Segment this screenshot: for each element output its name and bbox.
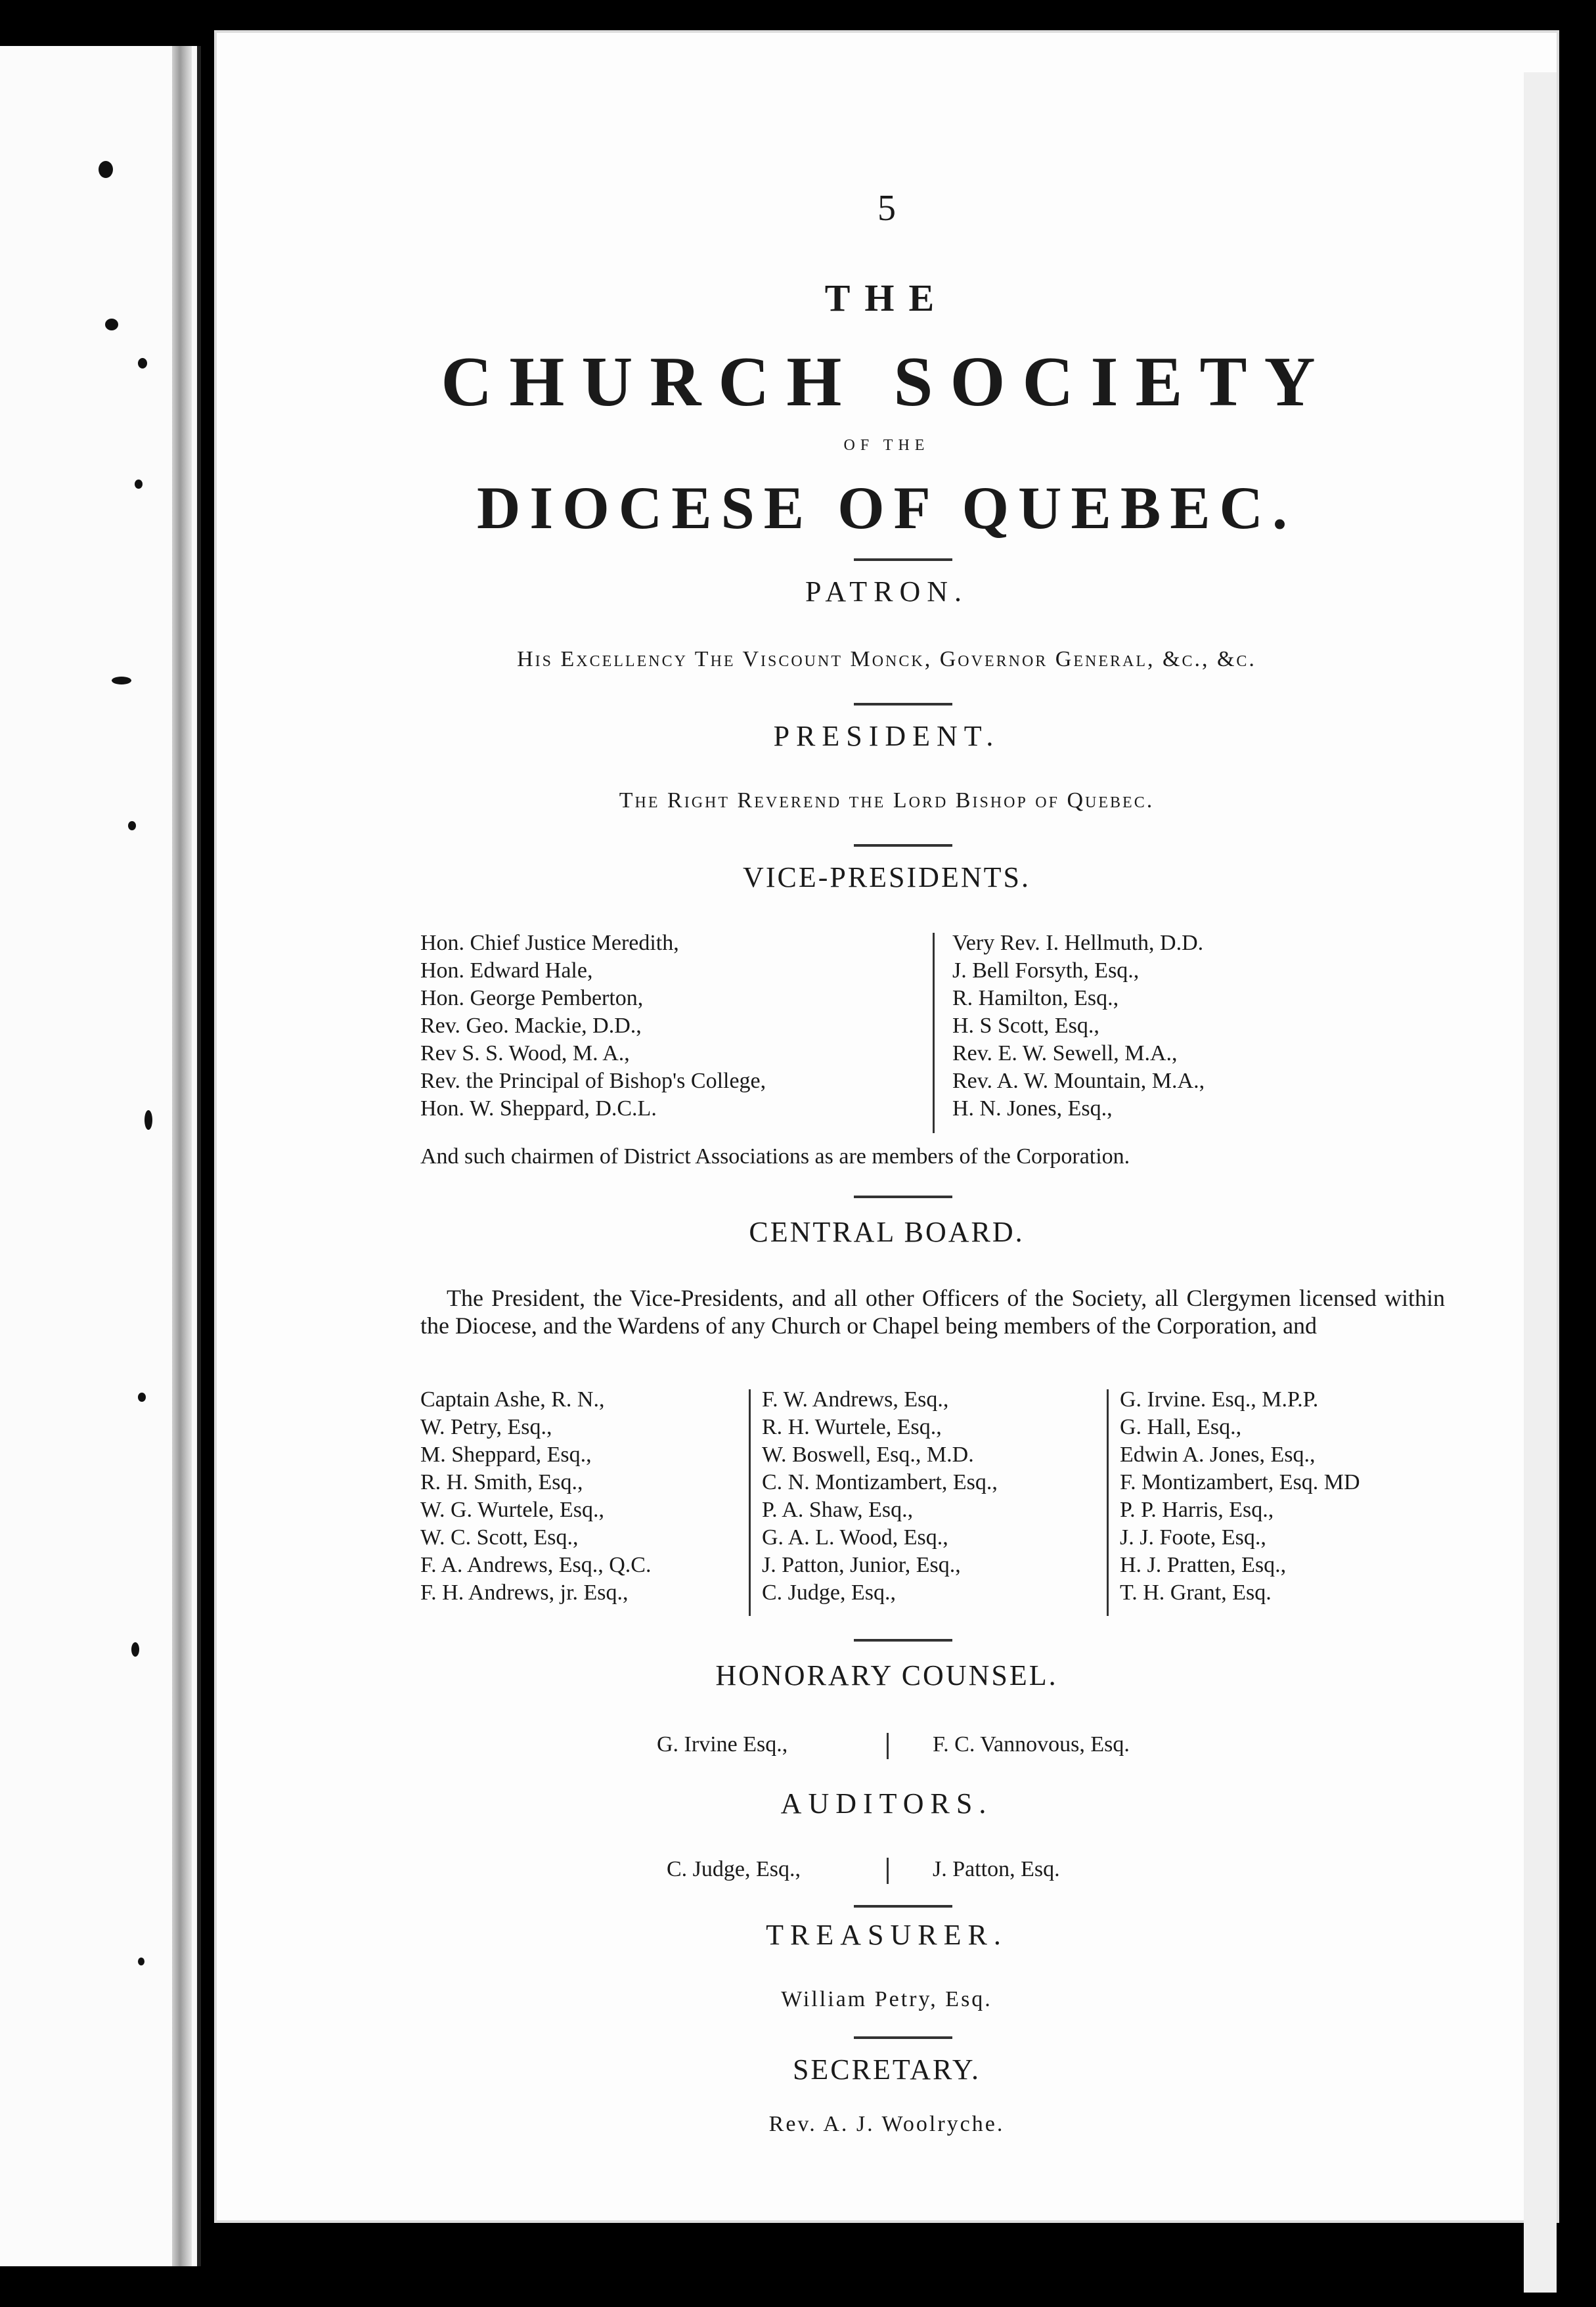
president-heading: PRESIDENT. [773,720,1000,752]
list-item: H. S Scott, Esq., [952,1014,1099,1038]
column-separator [933,933,935,1133]
list-item: G. Irvine. Esq., M.P.P. [1120,1387,1319,1412]
list-item: C. N. Montizambert, Esq., [762,1470,998,1494]
column-separator [887,1858,889,1884]
list-item: Hon. Chief Justice Meredith, [420,931,679,955]
page-content [217,33,1557,2220]
auditors-left: C. Judge, Esq., [667,1857,801,1881]
list-item: Very Rev. I. Hellmuth, D.D. [952,931,1204,955]
list-item: C. Judge, Esq., [762,1580,896,1605]
title-of-the: OF THE [843,437,930,454]
list-item: F. H. Andrews, jr. Esq., [420,1580,629,1605]
facing-page [0,46,201,2266]
list-item: F. Montizambert, Esq. MD [1120,1470,1360,1494]
divider [854,1639,952,1642]
secretary-heading: SECRETARY. [792,2053,981,2086]
list-item: Rev. the Principal of Bishop's College, [420,1069,766,1093]
vice-presidents-left-list [420,930,766,1123]
list-item: P. P. Harris, Esq., [1120,1498,1274,1522]
list-item: Rev. A. W. Mountain, M.A., [952,1069,1205,1093]
ink-speck [128,821,136,830]
divider [854,558,952,561]
ink-speck [105,319,118,330]
honorary-counsel-right: F. C. Vannovous, Esq. [933,1732,1130,1757]
list-item: J. Patton, Junior, Esq., [762,1553,961,1577]
vice-presidents-heading: VICE-PRESIDENTS. [743,861,1031,893]
list-item: M. Sheppard, Esq., [420,1443,592,1467]
vice-presidents-footer: And such chairmen of District Associations as are members of the Corporation. [420,1144,1130,1169]
list-item: Hon. W. Sheppard, D.C.L. [420,1096,657,1121]
auditors-right: J. Patton, Esq. [933,1857,1060,1881]
ink-speck [138,1393,146,1402]
list-item: Edwin A. Jones, Esq., [1120,1443,1316,1467]
list-item: T. H. Grant, Esq. [1120,1580,1272,1605]
list-item: F. A. Andrews, Esq., Q.C. [420,1553,652,1577]
honorary-counsel-heading: HONORARY COUNSEL. [715,1659,1058,1691]
title-the: THE [824,277,949,319]
auditors-heading: AUDITORS. [780,1787,993,1820]
ink-speck [144,1110,152,1130]
ink-speck [131,1642,139,1657]
list-item: H. J. Pratten, Esq., [1120,1553,1287,1577]
ink-speck [135,480,143,489]
title-diocese: DIOCESE OF QUEBEC. [476,474,1297,541]
list-item: W. Petry, Esq., [420,1415,552,1439]
document-page [217,33,1557,2220]
treasurer-name: William Petry, Esq. [781,1987,992,2011]
honorary-counsel-left: G. Irvine Esq., [657,1732,788,1757]
ink-speck [138,1958,144,1965]
divider [854,1196,952,1198]
list-item: J. J. Foote, Esq., [1120,1525,1266,1550]
treasurer-heading: TREASURER. [766,1919,1008,1951]
list-item: Hon. George Pemberton, [420,986,644,1010]
column-separator [1107,1389,1109,1616]
list-item: W. Boswell, Esq., M.D. [762,1443,974,1467]
list-item: Captain Ashe, R. N., [420,1387,605,1412]
president-name: The Right Reverend the Lord Bishop of Quebec. [619,788,1155,813]
list-item: G. A. L. Wood, Esq., [762,1525,948,1550]
column-separator [887,1733,889,1759]
divider [854,703,952,706]
secretary-name: Rev. A. J. Woolryche. [768,2112,1005,2136]
ink-speck [138,358,147,369]
ink-speck [99,161,113,178]
list-item: R. H. Smith, Esq., [420,1470,583,1494]
list-item: Rev. E. W. Sewell, M.A., [952,1041,1178,1065]
patron-heading: PATRON. [805,575,969,608]
central-board-col-1 [420,1386,651,1607]
page-number: 5 [877,188,896,229]
list-item: H. N. Jones, Esq., [952,1096,1113,1121]
column-separator [749,1389,751,1616]
divider [854,1905,952,1908]
list-item: Hon. Edward Hale, [420,958,593,983]
central-board-col-3 [1120,1386,1360,1607]
list-item: Rev. Geo. Mackie, D.D., [420,1014,642,1038]
list-item: G. Hall, Esq., [1120,1415,1242,1439]
vice-presidents-right-list [952,930,1205,1123]
divider [854,844,952,847]
divider [854,2036,952,2039]
central-board-col-2 [762,1386,998,1607]
ink-speck [112,677,131,684]
list-item: Rev S. S. Wood, M. A., [420,1041,630,1065]
title-society: CHURCH SOCIETY [441,343,1333,421]
central-board-intro: The President, the Vice-Presidents, and all other Officers of the Society, all Clergymen licensed within the Diocese, and the Wardens of any Church or Chapel being members of the Corporation, and [420,1285,1445,1339]
list-item: W. G. Wurtele, Esq., [420,1498,605,1522]
list-item: R. H. Wurtele, Esq., [762,1415,942,1439]
list-item: J. Bell Forsyth, Esq., [952,958,1140,983]
patron-name: His Excellency The Viscount Monck, Governor General, &c., &c. [517,647,1256,671]
list-item: R. Hamilton, Esq., [952,986,1119,1010]
list-item: W. C. Scott, Esq., [420,1525,579,1550]
list-item: P. A. Shaw, Esq., [762,1498,914,1522]
central-board-heading: CENTRAL BOARD. [749,1216,1025,1248]
book-gutter [172,46,192,2266]
list-item: F. W. Andrews, Esq., [762,1387,949,1412]
